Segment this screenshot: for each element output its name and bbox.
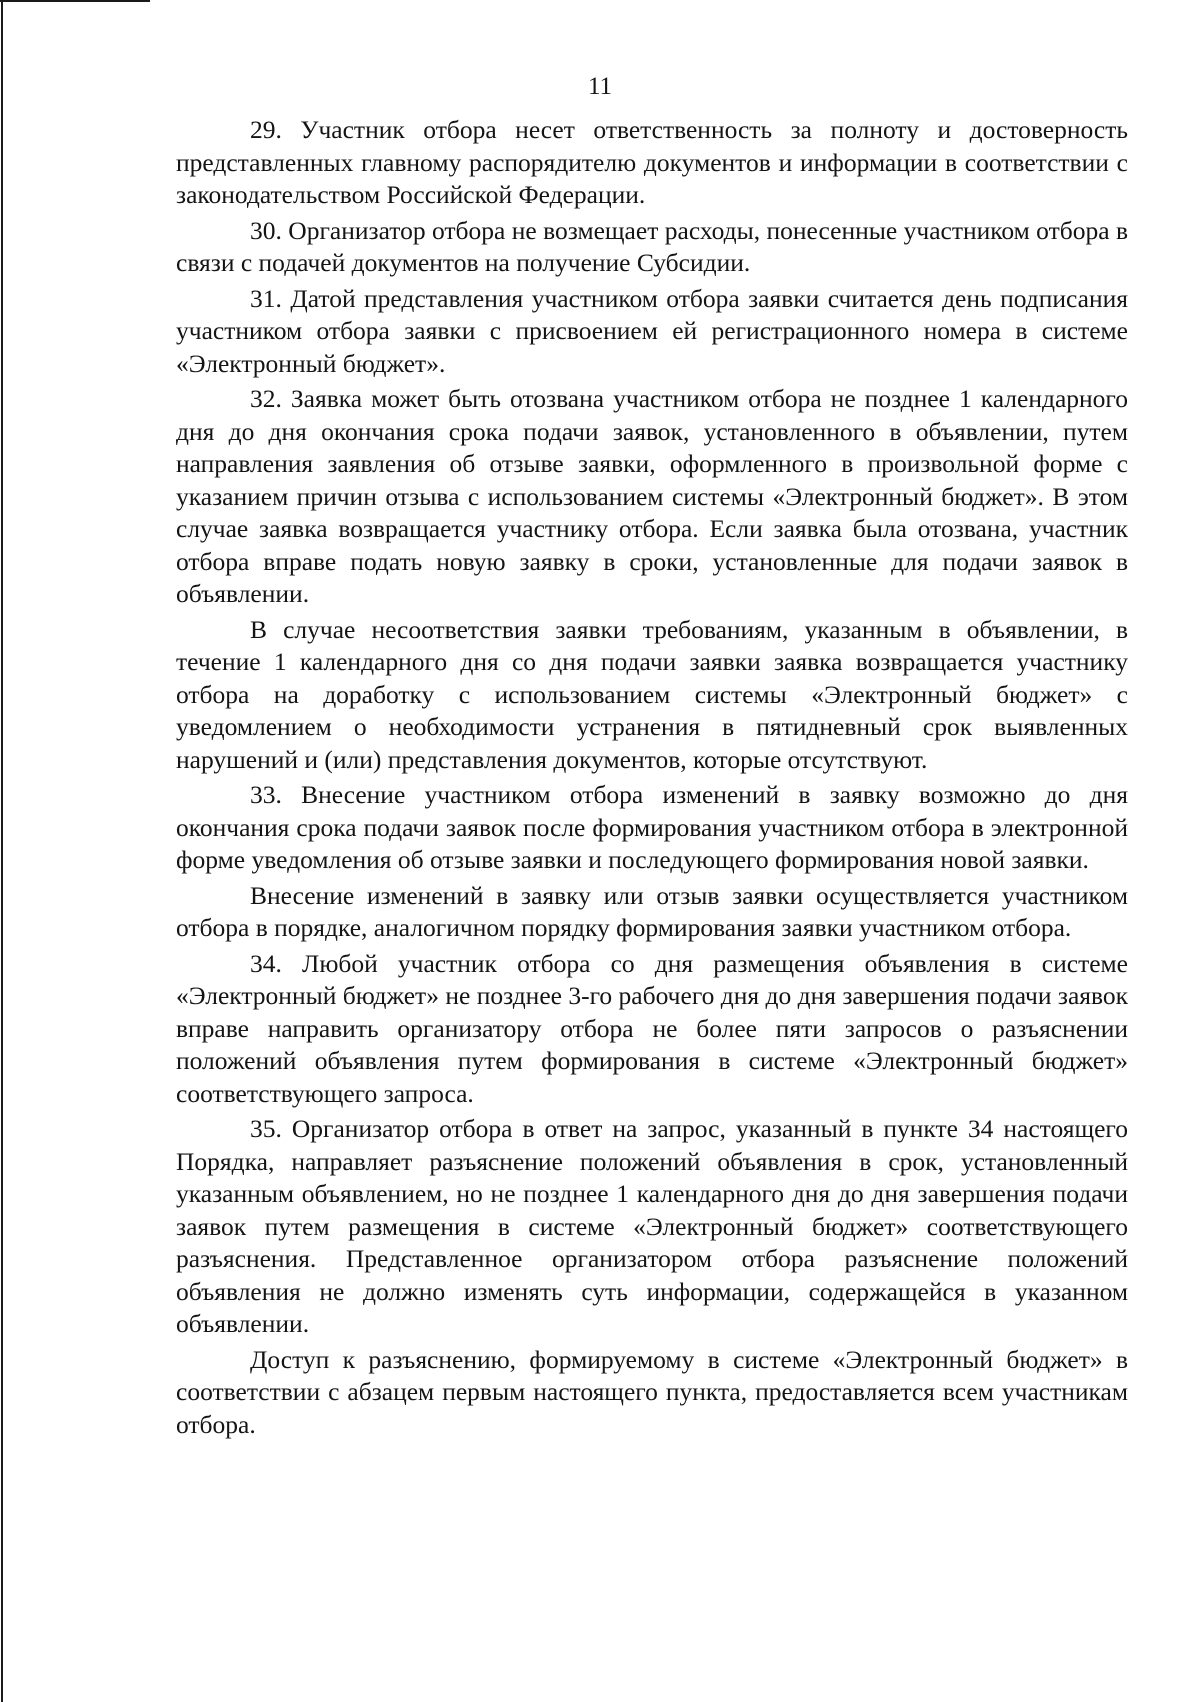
page-number: 11	[587, 73, 613, 100]
scan-edge-top	[0, 0, 150, 2]
paragraph-33-continuation: Внесение изменений в заявку или отзыв заявки осуществляется участником отбора в порядке, аналогичном порядку формирования заявки участником отбора.	[176, 880, 1128, 942]
document-body	[176, 114, 1128, 1444]
paragraph-31: 31. Датой представления участником отбора заявки считается день подписания участником отбора заявки с присвоением ей регистрационного номера в системе «Электронный бюджет».	[176, 283, 1128, 378]
paragraph-30: 30. Организатор отбора не возмещает расходы, понесенные участником отбора в связи с подачей документов на получение Субсидии.	[176, 215, 1128, 277]
paragraph-33: 33. Внесение участником отбора изменений в заявку возможно до дня окончания срока подачи заявок после формирования участником отбора в электронной форме уведомления об отзыве заявки и последующего формирования новой заявки.	[176, 780, 1128, 874]
paragraph-32: 32. Заявка может быть отозвана участником отбора не позднее 1 календарного дня до дня окончания срока подачи заявок, установленного в объявлении, путем направления заявления об отзыве заявки, оформленного в произвольной форме с указанием причин отзыва с использованием системы «Электронный бюджет». В этом случае заявка возвращается участнику отбора. Если заявка была отозвана, участник отбора вправе подать новую заявку в сроки, установленные для подачи заявок в объявлении.	[176, 384, 1128, 608]
paragraph-29: 29. Участник отбора несет ответственность за полноту и достоверность представленных главному распорядителю документов и информации в соответствии с законодательством Российской Федерации.	[176, 115, 1128, 209]
paragraph-35: 35. Организатор отбора в ответ на запрос, указанный в пункте 34 настоящего Порядка, направляет разъяснение положений объявления в срок, установленный указанным объявлением, но не позднее 1 календарного дня до дня завершения подачи заявок путем размещения в системе «Электронный бюджет» соответствующего разъяснения. Представленное организатором отбора разъяснение положений объявления не должно изменять суть информации, содержащейся в указанном объявлении.	[176, 1114, 1128, 1338]
paragraph-34: 34. Любой участник отбора со дня размещения объявления в системе «Электронный бюджет» не позднее 3-го рабочего дня до дня завершения подачи заявок вправе направить организатору отбора не более пяти запросов о разъяснении положений объявления путем формирования в системе «Электронный бюджет» соответствующего запроса.	[176, 948, 1128, 1108]
paragraph-32-continuation: В случае несоответствия заявки требованиям, указанным в объявлении, в течение 1 календарного дня со дня подачи заявки заявка возвращается участнику отбора на доработку с использованием системы «Электронный бюджет» с уведомлением о необходимости устранения в пятидневный срок выявленных нарушений и (или) представления документов, которые отсутствуют.	[176, 614, 1128, 774]
scan-edge-left	[1, 0, 3, 1702]
paragraph-35-continuation: Доступ к разъяснению, формируемому в системе «Электронный бюджет» в соответствии с абзацем первым настоящего пункта, предоставляется всем участникам отбора.	[176, 1344, 1128, 1439]
